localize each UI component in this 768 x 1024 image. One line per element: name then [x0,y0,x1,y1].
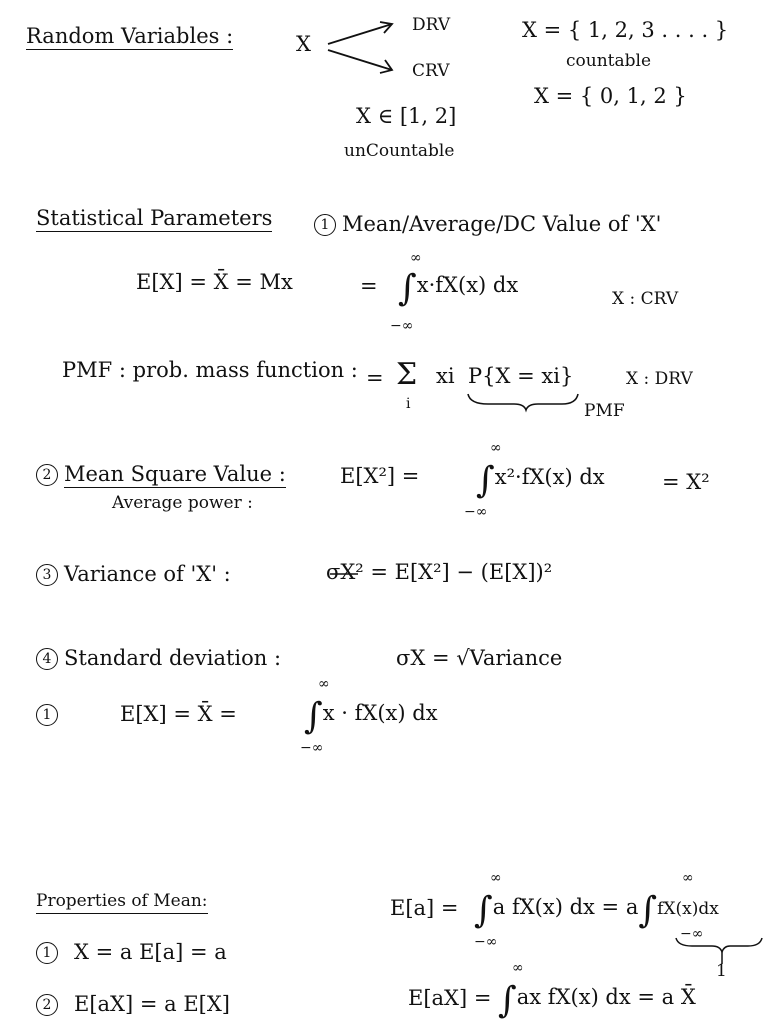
mean-integrand: x·fX(x) dx [416,273,519,297]
crv-interval: X ∈ [1, 2] [356,104,457,128]
lower-limit: −∞ [300,740,324,756]
eax-lhs: E[aX] = [408,986,492,1010]
upper-limit: ∞ [410,250,422,266]
pmf-probability-term: P{X = xi} [468,364,574,388]
properties-of-mean-title: Properties of Mean: [36,892,208,914]
mean-lhs: E[X] = X̄ = Mx [136,270,293,294]
integral-sign: ∫ [638,890,658,931]
lower-limit: −∞ [464,504,488,520]
property-2-text: E[aX] = a E[X] [74,992,230,1016]
drv-label: DRV [412,15,451,35]
mean-item [314,212,661,236]
mean-equals: = [360,274,378,298]
property-1-text: X = a E[a] = a [74,940,227,964]
std-dev-formula: σX = √Variance [396,646,563,670]
ea-integrand: a fX(x) dx = a [492,895,639,919]
variance-item [36,562,231,586]
arrow-to-drv [328,24,392,44]
item-number: 1 [36,942,58,964]
integral-sign: ∫ [498,980,517,1021]
pmf-equals: = [366,366,384,390]
summation-sign: Σ [396,357,418,392]
average-power-label: Average power : [112,493,253,513]
drv-set-countable: X = { 1, 2, 3 . . . . } [522,18,729,42]
mean-square-label: Mean Square Value : [64,462,286,486]
countable-note: countable [566,51,651,71]
sum-index: i [406,396,411,412]
ea-lhs: E[a] = [390,896,459,920]
ea-second-integrand: fX(x)dx [657,899,719,919]
item-number: 1 [36,704,58,726]
std-dev-label: Standard deviation : [64,646,282,670]
integral-sign: ∫ [304,696,323,737]
item-number: 1 [314,214,336,236]
pmf-underbrace [468,394,578,410]
integral-equals-one: 1 [716,961,727,981]
statistical-parameters-title: Statistical Parameters [36,206,272,232]
variance-label: Variance of 'X' : [64,562,231,586]
item-number: 3 [36,564,58,586]
lower-limit: −∞ [680,926,704,942]
upper-limit: ∞ [490,870,502,886]
rv-symbol: X [296,32,311,56]
pmf-tag: PMF [584,401,625,421]
integral-sign: ∫ [474,890,493,931]
item-number: 2 [36,464,58,486]
variance-formula: σX² = E[X²] − (E[X])² [326,560,553,584]
expectation-lhs: E[X] = X̄ = [120,702,237,726]
upper-limit: ∞ [512,960,524,976]
lower-limit: −∞ [390,318,414,334]
mean-item-label: Mean/Average/DC Value of 'X' [342,212,662,236]
upper-limit: ∞ [318,676,330,692]
msv-rhs: = X² [662,470,710,494]
arrow-to-crv [328,50,392,70]
msv-integrand: x²·fX(x) dx [494,465,605,489]
item-number: 2 [36,994,58,1016]
expectation-item [36,702,64,726]
crv-label: CRV [412,61,450,81]
random-variables-title: Random Variables : [26,24,233,50]
property-2 [36,992,230,1016]
mean-condition: X : CRV [612,289,679,309]
integral-sign: ∫ [398,268,417,309]
eax-integral [498,980,696,1021]
eax-integrand: ax fX(x) dx = a X̄ [516,985,696,1009]
mean-square-item [36,462,286,486]
upper-limit: ∞ [490,440,502,456]
property-1 [36,940,227,964]
msv-integral [476,460,605,501]
lower-limit: −∞ [474,934,498,950]
pmf-condition: X : DRV [626,369,693,389]
item-number: 4 [36,648,58,670]
pmf-xi: xi [436,364,455,388]
drv-set-example: X = { 0, 1, 2 } [534,84,687,108]
msv-lhs: E[X²] = [340,464,420,488]
integral-sign: ∫ [476,460,495,501]
pmf-label: PMF : prob. mass function : [62,358,358,382]
expectation-integral [304,696,438,737]
uncountable-note: unCountable [344,141,455,161]
pmf-sum [396,358,417,393]
expectation-integrand: x · fX(x) dx [322,701,438,725]
std-dev-item [36,646,281,670]
upper-limit: ∞ [682,870,694,886]
mean-integral [398,268,518,309]
